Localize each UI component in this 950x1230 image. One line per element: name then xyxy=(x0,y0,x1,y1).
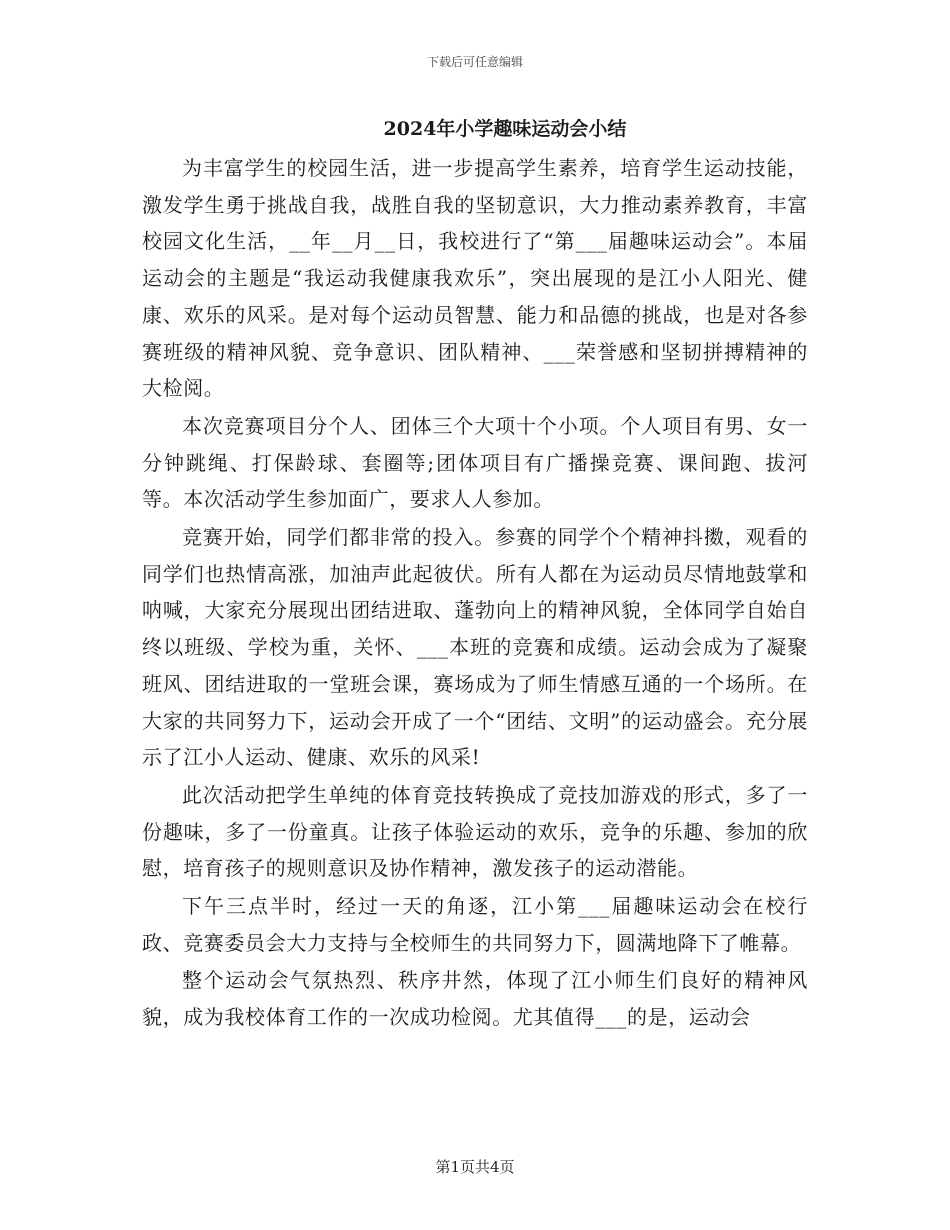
document-body xyxy=(142,150,808,1037)
paragraph-1: 为丰富学生的校园生活，进一步提高学生素养，培育学生运动技能，激发学生勇于挑战自我，战胜自我的坚韧意识，大力推动素养教育，丰富校园文化生活，__年__月__日，我校进行了“第___届趣味运动会”。本届运动会的主题是“我运动我健康我欢乐”，突出展现的是江小人阳光、健康、欢乐的风采。是对每个运动员智慧、能力和品德的挑战，也是对各参赛班级的精神风貌、竞争意识、团队精神、___荣誉感和坚韧拼搏精神的大检阅。 xyxy=(142,156,808,401)
paragraph-6: 整个运动会气氛热烈、秩序井然，体现了江小师生们良好的精神风貌，成为我校体育工作的一次成功检阅。尤其值得___的是，运动会 xyxy=(142,968,808,1030)
page-number: 第1页共4页 xyxy=(435,1158,515,1176)
paragraph-5: 下午三点半时，经过一天的角逐，江小第___届趣味运动会在校行政、竞赛委员会大力支持与全校师生的共同努力下，圆满地降下了帷幕。 xyxy=(142,894,808,955)
paragraph-3: 竞赛开始，同学们都非常的投入。参赛的同学个个精神抖擞，观看的同学们也热情高涨，加油声此起彼伏。所有人都在为运动员尽情地鼓掌和呐喊，大家充分展现出团结进取、蓬勃向上的精神风貌，全体同学自始自终以班级、学校为重，关怀、___本班的竞赛和成绩。运动会成为了凝聚班风、团结进取的一堂班会课，赛场成为了师生情感互通的一个场所。在大家的共同努力下，运动会开成了一个“团结、文明”的运动盛会。充分展示了江小人运动、健康、欢乐的风采! xyxy=(142,525,808,770)
paragraph-4: 此次活动把学生单纯的体育竞技转换成了竞技加游戏的形式，多了一份趣味，多了一份童真。让孩子体验运动的欢乐，竞争的乐趣、参加的欣慰，培育孩子的规则意识及协作精神，激发孩子的运动潜能。 xyxy=(142,782,808,881)
page-header-note: 下载后可任意编辑 xyxy=(426,55,523,69)
document-title: 2024年小学趣味运动会小结 xyxy=(383,118,627,140)
paragraph-2: 本次竞赛项目分个人、团体三个大项十个小项。个人项目有男、女一分钟跳绳、打保龄球、套圈等;团体项目有广播操竞赛、课间跑、拔河等。本次活动学生参加面广，要求人人参加。 xyxy=(142,413,808,512)
